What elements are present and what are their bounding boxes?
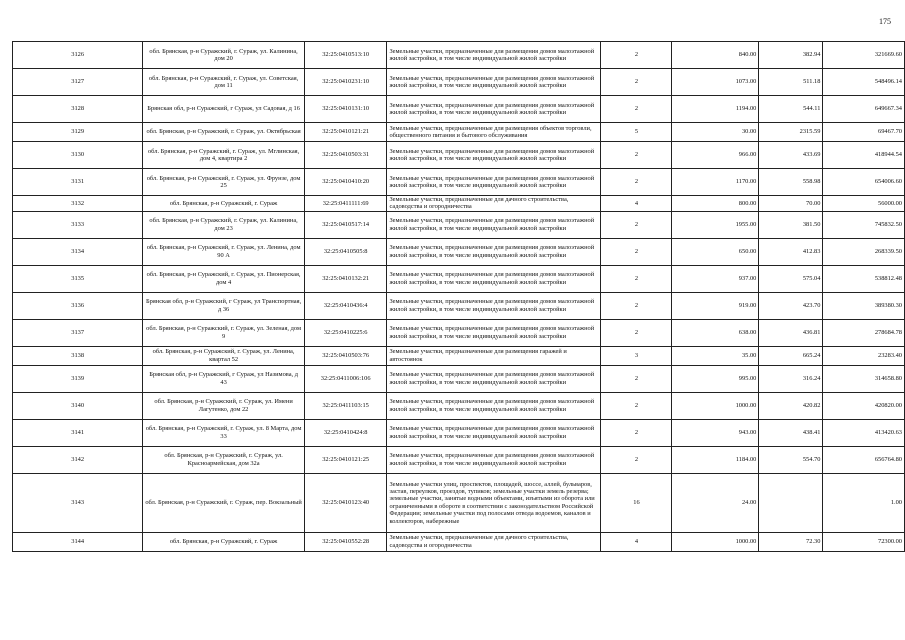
row-cadastral-number: 32:25:0410503:31: [304, 142, 387, 169]
row-address: обл. Брянская, р-н Суражский, г. Сураж, ул. Октябрьская: [143, 123, 305, 142]
row-number: 3129: [13, 123, 143, 142]
row-cadastral-number: 32:25:0410552:28: [304, 532, 387, 551]
table-row: [13, 292, 905, 319]
row-group-number: 2: [601, 292, 672, 319]
row-specific-value: 433.69: [759, 142, 823, 169]
row-land-use-type: Земельные участки, предназначенные для размещения объектов торговли, общественного питания и бытового обслуживания: [387, 123, 601, 142]
row-number: 3139: [13, 365, 143, 392]
row-cadastral-value: 278684.78: [823, 319, 905, 346]
row-specific-value: 575.04: [759, 265, 823, 292]
row-area: 995.00: [672, 365, 759, 392]
row-group-number: 2: [601, 169, 672, 196]
row-group-number: 5: [601, 123, 672, 142]
row-specific-value: 554.70: [759, 446, 823, 473]
row-land-use-type: Земельные участки улиц, проспектов, площадей, шоссе, аллей, бульваров, застав, переулков, проездов, тупиков; земельные участки земель резерва; земельные участки, занятые водными объектами, изъятыми из оборота или ограниченными в обороте в соответствии с законодательством Российской Федерации; земельные участки под полосами отвода водоемов, каналов и коллекторов, набережные: [387, 473, 601, 532]
row-area: 1000.00: [672, 392, 759, 419]
row-cadastral-number: 32:25:0410410:20: [304, 169, 387, 196]
row-specific-value: 70.00: [759, 196, 823, 212]
row-area: 650.00: [672, 238, 759, 265]
row-land-use-type: Земельные участки, предназначенные для размещения домов малоэтажной жилой застройки, в том числе индивидуальной жилой застройки: [387, 365, 601, 392]
row-number: 3138: [13, 346, 143, 365]
row-specific-value: 420.82: [759, 392, 823, 419]
row-land-use-type: Земельные участки, предназначенные для размещения домов малоэтажной жилой застройки, в том числе индивидуальной жилой застройки: [387, 446, 601, 473]
table-row: [13, 346, 905, 365]
row-cadastral-number: 32:25:0410225:6: [304, 319, 387, 346]
row-group-number: 2: [601, 142, 672, 169]
row-cadastral-number: 32:25:0410517:14: [304, 211, 387, 238]
row-cadastral-value: 268339.50: [823, 238, 905, 265]
row-cadastral-value: 56000.00: [823, 196, 905, 212]
row-number: 3143: [13, 473, 143, 532]
row-group-number: 4: [601, 196, 672, 212]
row-address: обл. Брянская, р-н Суражский, г. Сураж, ул. Ленина, дом 90 А: [143, 238, 305, 265]
row-number: 3130: [13, 142, 143, 169]
row-specific-value: 511.18: [759, 69, 823, 96]
land-cadastral-value-table: [12, 41, 905, 552]
row-land-use-type: Земельные участки, предназначенные для дачного строительства, садоводства и огородничества: [387, 196, 601, 212]
row-address: обл. Брянская, р-н Суражский, г. Сураж, ул. Ленина, квартал 52: [143, 346, 305, 365]
row-group-number: 4: [601, 532, 672, 551]
row-address: обл. Брянская, р-н Суражский, г. Сураж, ул. Фрунзе, дом 25: [143, 169, 305, 196]
row-address: обл. Брянская, р-н Суражский, г. Сураж, пер. Вокзальный: [143, 473, 305, 532]
row-area: 1184.00: [672, 446, 759, 473]
row-address: обл. Брянская, р-н Суражский, г. Сураж, ул. 8 Марта, дом 33: [143, 419, 305, 446]
row-number: 3126: [13, 42, 143, 69]
row-cadastral-value: 23283.40: [823, 346, 905, 365]
row-cadastral-value: 314658.80: [823, 365, 905, 392]
row-cadastral-value: 649667.34: [823, 96, 905, 123]
row-group-number: 2: [601, 319, 672, 346]
table-row: [13, 265, 905, 292]
row-specific-value: 423.70: [759, 292, 823, 319]
row-number: 3144: [13, 532, 143, 551]
row-cadastral-number: 32:25:0411103:15: [304, 392, 387, 419]
row-group-number: 2: [601, 365, 672, 392]
row-land-use-type: Земельные участки, предназначенные для размещения домов малоэтажной жилой застройки, в том числе индивидуальной жилой застройки: [387, 96, 601, 123]
row-cadastral-value: 654006.60: [823, 169, 905, 196]
page-number: 175: [879, 17, 891, 26]
row-land-use-type: Земельные участки, предназначенные для размещения домов малоэтажной жилой застройки, в том числе индивидуальной жилой застройки: [387, 238, 601, 265]
row-address: обл. Брянская, р-н Суражский, г. Сураж, ул. Мглинская, дом 4, квартира 2: [143, 142, 305, 169]
row-area: 1073.00: [672, 69, 759, 96]
row-cadastral-value: 548496.14: [823, 69, 905, 96]
row-cadastral-number: 32:25:0410503:76: [304, 346, 387, 365]
row-cadastral-number: 32:25:0410132:21: [304, 265, 387, 292]
row-address: Брянская обл, р-н Суражский, г Сураж, ул Назимова, д 43: [143, 365, 305, 392]
table-row: [13, 123, 905, 142]
row-number: 3137: [13, 319, 143, 346]
row-cadastral-value: 1.00: [823, 473, 905, 532]
row-number: 3136: [13, 292, 143, 319]
row-cadastral-number: 32:25:0410436:4: [304, 292, 387, 319]
row-cadastral-number: 32:25:0410121:21: [304, 123, 387, 142]
row-group-number: 2: [601, 69, 672, 96]
row-specific-value: 436.81: [759, 319, 823, 346]
row-number: 3127: [13, 69, 143, 96]
table-row: [13, 419, 905, 446]
table-row: [13, 473, 905, 532]
row-cadastral-number: 32:25:0410513:10: [304, 42, 387, 69]
row-area: 943.00: [672, 419, 759, 446]
row-group-number: 2: [601, 96, 672, 123]
row-cadastral-number: 32:25:0410131:10: [304, 96, 387, 123]
row-specific-value: 438.41: [759, 419, 823, 446]
row-number: 3132: [13, 196, 143, 212]
table-row: [13, 42, 905, 69]
table-row: [13, 446, 905, 473]
row-area: 800.00: [672, 196, 759, 212]
table-body: [13, 42, 905, 552]
row-specific-value: 558.98: [759, 169, 823, 196]
row-area: 24.00: [672, 473, 759, 532]
row-cadastral-value: 538812.48: [823, 265, 905, 292]
row-cadastral-number: 32:25:0411111:69: [304, 196, 387, 212]
row-address: обл. Брянская, р-н Суражский, г. Сураж, ул. Калинина, дом 23: [143, 211, 305, 238]
row-cadastral-value: 69467.70: [823, 123, 905, 142]
row-land-use-type: Земельные участки, предназначенные для размещения домов малоэтажной жилой застройки, в том числе индивидуальной жилой застройки: [387, 419, 601, 446]
table-row: [13, 169, 905, 196]
row-land-use-type: Земельные участки, предназначенные для размещения домов малоэтажной жилой застройки, в том числе индивидуальной жилой застройки: [387, 69, 601, 96]
row-area: 1955.00: [672, 211, 759, 238]
row-specific-value: [759, 473, 823, 532]
row-address: обл. Брянская, р-н Суражский, г. Сураж, ул. Калинина, дом 20: [143, 42, 305, 69]
row-number: 3135: [13, 265, 143, 292]
row-number: 3141: [13, 419, 143, 446]
row-area: 30.00: [672, 123, 759, 142]
row-number: 3131: [13, 169, 143, 196]
row-cadastral-value: 72300.00: [823, 532, 905, 551]
row-address: обл. Брянская, р-н Суражский, г. Сураж: [143, 532, 305, 551]
row-area: 840.00: [672, 42, 759, 69]
row-land-use-type: Земельные участки, предназначенные для размещения домов малоэтажной жилой застройки, в том числе индивидуальной жилой застройки: [387, 211, 601, 238]
row-group-number: 2: [601, 419, 672, 446]
row-land-use-type: Земельные участки, предназначенные для размещения домов малоэтажной жилой застройки, в том числе индивидуальной жилой застройки: [387, 169, 601, 196]
row-address: обл. Брянская, р-н Суражский, г. Сураж, ул. Зеленая, дом 9: [143, 319, 305, 346]
row-group-number: 2: [601, 211, 672, 238]
row-specific-value: 72.30: [759, 532, 823, 551]
row-cadastral-value: 656764.80: [823, 446, 905, 473]
row-area: 1194.00: [672, 96, 759, 123]
table-row: [13, 365, 905, 392]
row-address: обл. Брянская, р-н Суражский, г. Сураж, ул. Советская, дом 11: [143, 69, 305, 96]
row-cadastral-number: 32:25:0410123:40: [304, 473, 387, 532]
row-land-use-type: Земельные участки, предназначенные для размещения домов малоэтажной жилой застройки, в том числе индивидуальной жилой застройки: [387, 42, 601, 69]
row-cadastral-number: 32:25:0410231:10: [304, 69, 387, 96]
row-cadastral-value: 321669.60: [823, 42, 905, 69]
row-group-number: 2: [601, 265, 672, 292]
table-row: [13, 69, 905, 96]
row-cadastral-value: 420820.00: [823, 392, 905, 419]
row-group-number: 2: [601, 446, 672, 473]
row-land-use-type: Земельные участки, предназначенные для размещения домов малоэтажной жилой застройки, в том числе индивидуальной жилой застройки: [387, 392, 601, 419]
row-number: 3133: [13, 211, 143, 238]
table-row: [13, 211, 905, 238]
row-cadastral-value: 418944.54: [823, 142, 905, 169]
row-land-use-type: Земельные участки, предназначенные для размещения домов малоэтажной жилой застройки, в том числе индивидуальной жилой застройки: [387, 265, 601, 292]
table-row: [13, 142, 905, 169]
row-specific-value: 381.50: [759, 211, 823, 238]
row-land-use-type: Земельные участки, предназначенные для размещения домов малоэтажной жилой застройки, в том числе индивидуальной жилой застройки: [387, 292, 601, 319]
row-area: 966.00: [672, 142, 759, 169]
row-number: 3142: [13, 446, 143, 473]
row-land-use-type: Земельные участки, предназначенные для размещения домов малоэтажной жилой застройки, в том числе индивидуальной жилой застройки: [387, 319, 601, 346]
row-cadastral-number: 32:25:0410121:25: [304, 446, 387, 473]
row-area: 1170.00: [672, 169, 759, 196]
row-cadastral-value: 413420.63: [823, 419, 905, 446]
row-group-number: 3: [601, 346, 672, 365]
table-row: [13, 96, 905, 123]
row-address: обл. Брянская, р-н Суражский, г. Сураж: [143, 196, 305, 212]
row-land-use-type: Земельные участки, предназначенные для размещения домов малоэтажной жилой застройки, в том числе индивидуальной жилой застройки: [387, 142, 601, 169]
row-area: 937.00: [672, 265, 759, 292]
row-area: 1000.00: [672, 532, 759, 551]
row-cadastral-number: 32:25:0410505:8: [304, 238, 387, 265]
row-specific-value: 382.94: [759, 42, 823, 69]
row-area: 919.00: [672, 292, 759, 319]
row-area: 35.00: [672, 346, 759, 365]
row-number: 3140: [13, 392, 143, 419]
row-group-number: 2: [601, 238, 672, 265]
row-address: обл. Брянская, р-н Суражский, г. Сураж, ул. Пионерская, дом 4: [143, 265, 305, 292]
row-cadastral-number: 32:25:0411006:106: [304, 365, 387, 392]
row-group-number: 2: [601, 42, 672, 69]
table-row: [13, 196, 905, 212]
table-row: [13, 238, 905, 265]
row-address: Брянская обл, р-н Суражский, г Сураж, ул Садовая, д 16: [143, 96, 305, 123]
row-specific-value: 316.24: [759, 365, 823, 392]
row-number: 3128: [13, 96, 143, 123]
row-specific-value: 665.24: [759, 346, 823, 365]
row-address: обл. Брянская, р-н Суражский, г. Сураж, ул. Красноармейская, дом 32а: [143, 446, 305, 473]
row-group-number: 2: [601, 392, 672, 419]
row-area: 638.00: [672, 319, 759, 346]
row-specific-value: 412.83: [759, 238, 823, 265]
table-row: [13, 319, 905, 346]
row-number: 3134: [13, 238, 143, 265]
row-specific-value: 544.11: [759, 96, 823, 123]
row-land-use-type: Земельные участки, предназначенные для размещения гаражей и автостоянок: [387, 346, 601, 365]
row-cadastral-number: 32:25:0410424:8: [304, 419, 387, 446]
row-cadastral-value: 745832.50: [823, 211, 905, 238]
row-specific-value: 2315.59: [759, 123, 823, 142]
row-cadastral-value: 389380.30: [823, 292, 905, 319]
row-address: Брянская обл, р-н Суражский, г Сураж, ул Транспортная, д 36: [143, 292, 305, 319]
table-row: [13, 392, 905, 419]
row-group-number: 16: [601, 473, 672, 532]
table-row: [13, 532, 905, 551]
row-land-use-type: Земельные участки, предназначенные для дачного строительства, садоводства и огородничества: [387, 532, 601, 551]
row-address: обл. Брянская, р-н Суражский, г. Сураж, ул. Имени Лагутенко, дом 22: [143, 392, 305, 419]
